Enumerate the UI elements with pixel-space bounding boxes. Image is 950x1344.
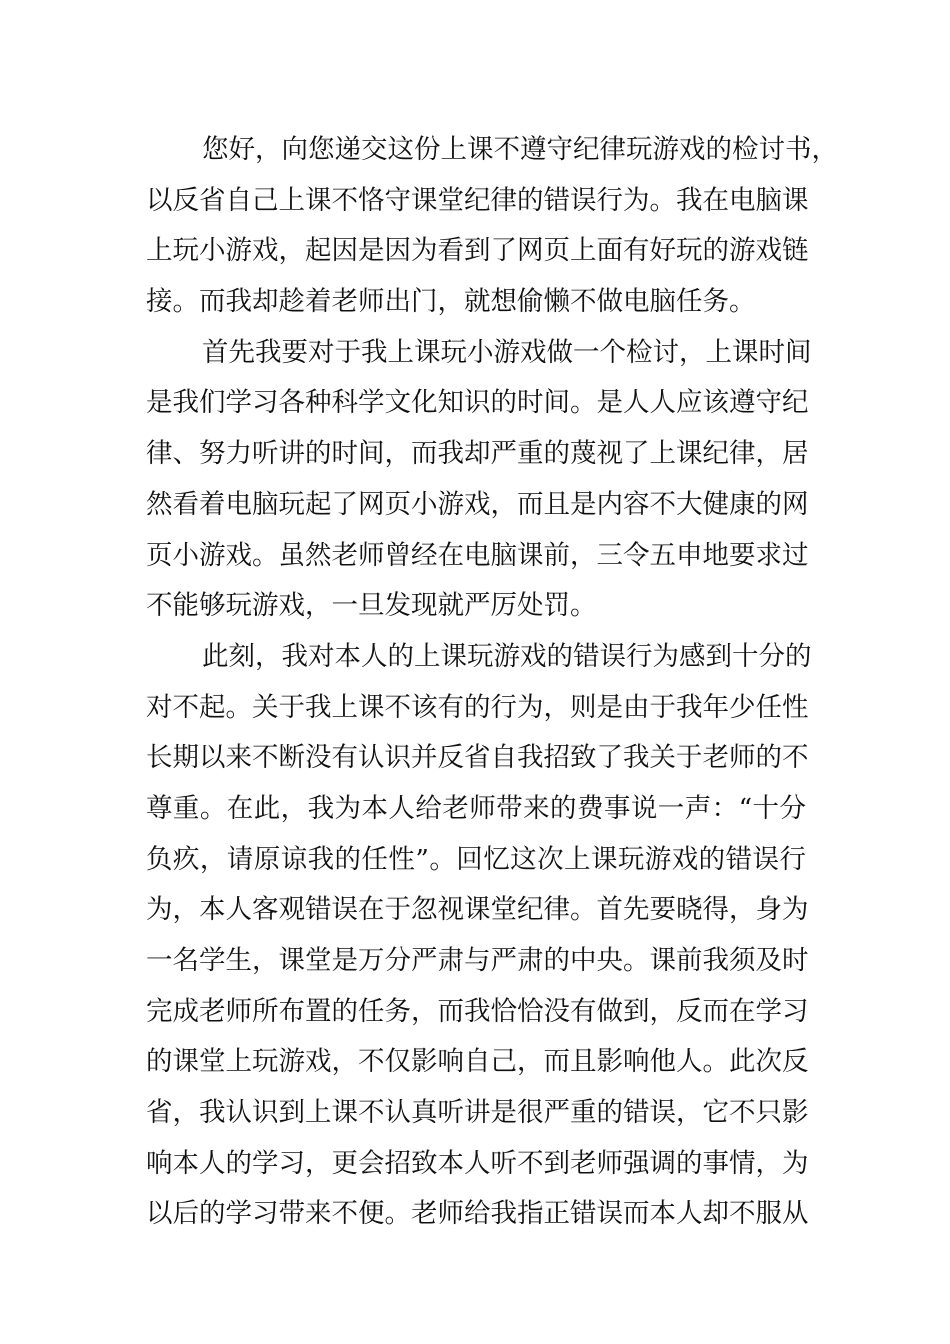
text-line: 省，我认识到上课不认真听讲是很严重的错误，它不只影 [146,1097,809,1129]
text-line: 完成老师所布置的任务，而我恰恰没有做到，反而在学习 [146,995,809,1027]
text-line: 此刻，我对本人的上课玩游戏的错误行为感到十分的 [202,640,812,672]
text-line: 不能够玩游戏，一旦发现就严厉处罚。 [146,590,597,622]
text-line: 您好，向您递交这份上课不遵守纪律玩游戏的检讨书， [202,134,838,165]
text-line: 首先我要对于我上课玩小游戏做一个检讨，上课时间 [202,336,812,368]
text-line: 上玩小游戏，起因是因为看到了网页上面有好玩的游戏链 [146,235,809,267]
text-line: 是我们学习各种科学文化知识的时间。是人人应该遵守纪 [146,387,809,419]
paragraph [146,632,812,1240]
text-line: 律、努力听讲的时间，而我却严重的蔑视了上课纪律，居 [146,438,809,470]
text-line: 对不起。关于我上课不该有的行为，则是由于我年少任性 [146,691,809,723]
text-line: 一名学生，课堂是万分严肃与严肃的中央。课前我须及时 [146,945,809,976]
text-line: 以后的学习带来不便。老师给我指正错误而本人却不服从 [146,1198,809,1230]
text-line: 尊重。在此，我为本人给老师带来的费事说一声：“十分 [146,792,806,824]
text-line: 然看着电脑玩起了网页小游戏，而且是内容不大健康的网 [146,488,809,520]
text-line: 的课堂上玩游戏，不仅影响自己，而且影响他人。此次反 [146,1046,809,1078]
document-body [146,125,838,1240]
text-line: 负疚，请原谅我的任性”。回忆这次上课玩游戏的错误行 [146,843,806,875]
text-line: 接。而我却趁着老师出门，就想偷懒不做电脑任务。 [146,286,756,318]
text-line: 响本人的学习，更会招致本人听不到老师强调的事情，为 [146,1147,809,1179]
text-line: 页小游戏。虽然老师曾经在电脑课前，三令五申地要求过 [146,539,809,571]
paragraph [146,125,838,328]
text-line: 以反省自己上课不恪守课堂纪律的错误行为。我在电脑课 [146,184,809,216]
text-line: 长期以来不断没有认识并反省自我招致了我关于老师的不 [146,742,809,774]
paragraph [146,328,812,632]
text-line: 为，本人客观错误在于忽视课堂纪律。首先要晓得，身为 [146,894,809,926]
